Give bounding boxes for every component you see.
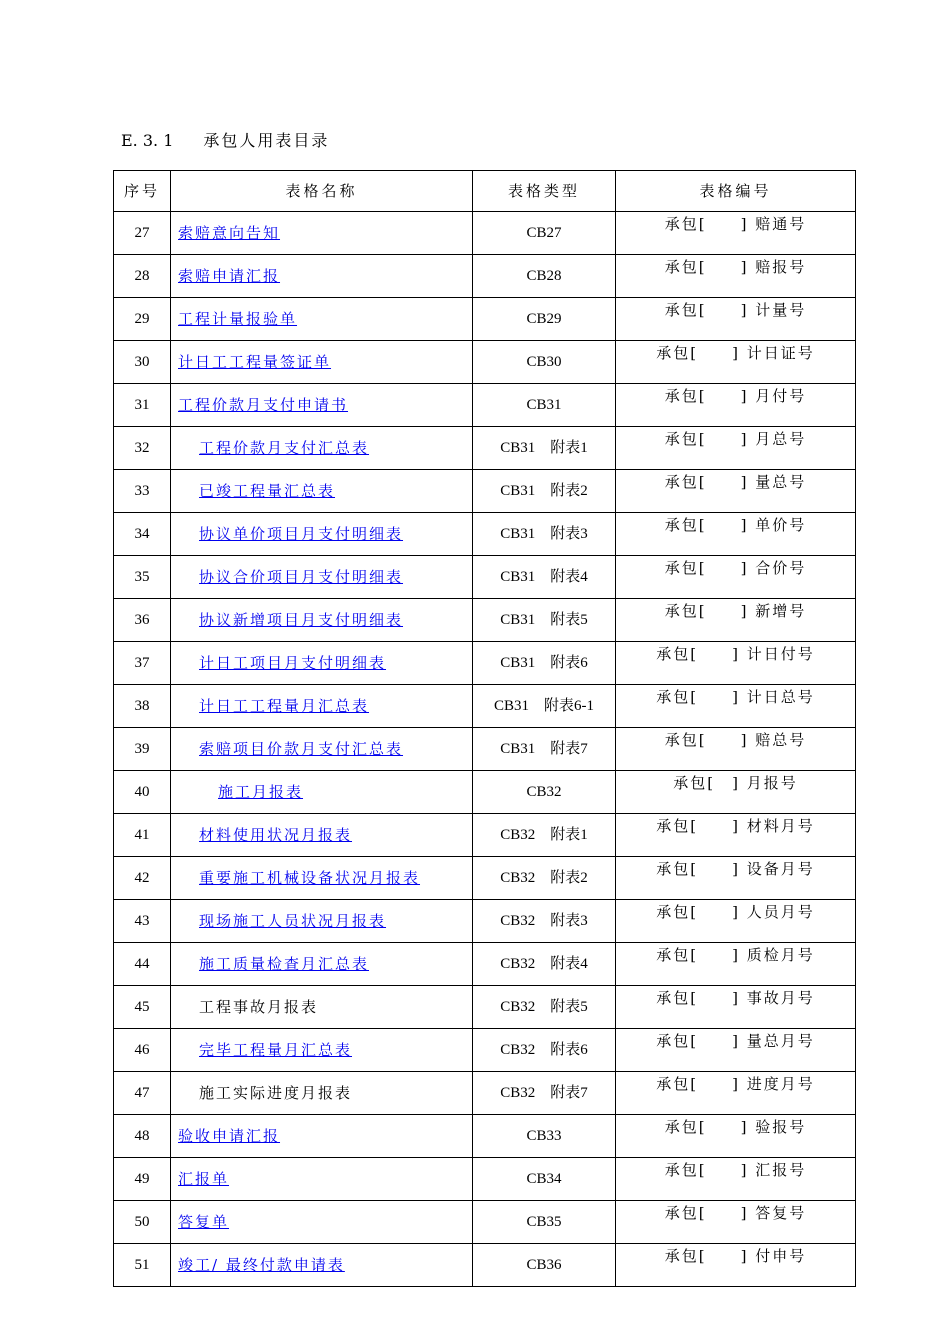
row-number: 43 [114, 899, 171, 942]
form-code-cell [616, 641, 856, 684]
form-name-cell [171, 899, 473, 942]
form-name-link[interactable]: 协议新增项目月支付明细表 [199, 610, 404, 629]
form-type-cell: CB31 附表3 [473, 512, 616, 555]
form-type-cell: CB31 附表6-1 [473, 684, 616, 727]
form-code-text: 承包[ ] 赔通号 [664, 214, 807, 233]
header-form-code: 表格编号 [616, 171, 856, 212]
form-code-text: 承包[ ] 月付号 [664, 386, 807, 405]
table-row [114, 770, 856, 813]
form-code-text: 承包[ ] 事故月号 [656, 988, 815, 1007]
row-number: 29 [114, 297, 171, 340]
table-row [114, 211, 856, 254]
form-name-link[interactable]: 材料使用状况月报表 [199, 825, 353, 844]
form-type-cell: CB35 [473, 1200, 616, 1243]
row-number: 37 [114, 641, 171, 684]
form-type-cell: CB32 附表7 [473, 1071, 616, 1114]
form-code-cell [616, 813, 856, 856]
form-type-cell: CB33 [473, 1114, 616, 1157]
form-name-link[interactable]: 答复单 [178, 1212, 230, 1231]
form-type-cell: CB31 附表7 [473, 727, 616, 770]
form-name-cell [171, 297, 473, 340]
form-code-text: 承包[ ] 新增号 [664, 601, 807, 620]
form-code-text: 承包[ ] 材料月号 [656, 816, 815, 835]
form-code-cell [616, 942, 856, 985]
table-row [114, 512, 856, 555]
table-row [114, 340, 856, 383]
form-code-text: 承包[ ] 月报号 [673, 773, 798, 792]
table-row [114, 1157, 856, 1200]
table-row [114, 899, 856, 942]
form-code-text: 承包[ ] 量总月号 [656, 1031, 815, 1050]
row-number: 35 [114, 555, 171, 598]
row-number: 50 [114, 1200, 171, 1243]
form-name-link[interactable]: 计日工工程量签证单 [178, 352, 332, 371]
row-number: 38 [114, 684, 171, 727]
form-code-cell [616, 469, 856, 512]
form-name-link[interactable]: 计日工工程量月汇总表 [199, 696, 370, 715]
form-name-cell [171, 211, 473, 254]
form-code-cell [616, 1071, 856, 1114]
form-code-cell [616, 1200, 856, 1243]
form-type-cell: CB29 [473, 297, 616, 340]
form-name-link[interactable]: 计日工项目月支付明细表 [199, 653, 387, 672]
form-name-cell [171, 254, 473, 297]
table-row [114, 555, 856, 598]
form-code-text: 承包[ ] 量总号 [664, 472, 807, 491]
form-code-cell [616, 856, 856, 899]
form-code-cell [616, 598, 856, 641]
form-name-cell [171, 512, 473, 555]
form-code-text: 承包[ ] 计日付号 [656, 644, 815, 663]
form-type-cell: CB31 [473, 383, 616, 426]
table-row [114, 383, 856, 426]
table-row [114, 1243, 856, 1286]
form-name-link[interactable]: 验收申请汇报 [178, 1126, 281, 1145]
form-name-link[interactable]: 竣工/ 最终付款申请表 [178, 1255, 345, 1274]
table-header-row [114, 171, 856, 212]
form-code-cell [616, 1157, 856, 1200]
form-name-cell [171, 684, 473, 727]
section-title: 承包人用表目录 [203, 131, 330, 150]
form-name-text: 施工实际进度月报表 [199, 1083, 353, 1102]
form-code-cell [616, 211, 856, 254]
form-name-cell [171, 340, 473, 383]
form-name-link[interactable]: 施工质量检查月汇总表 [199, 954, 370, 973]
form-code-text: 承包[ ] 赔总号 [664, 730, 807, 749]
form-code-text: 承包[ ] 答复号 [664, 1203, 807, 1222]
row-number: 27 [114, 211, 171, 254]
form-name-cell [171, 985, 473, 1028]
row-number: 41 [114, 813, 171, 856]
form-code-text: 承包[ ] 进度月号 [656, 1074, 815, 1093]
form-name-link[interactable]: 协议合价项目月支付明细表 [199, 567, 404, 586]
form-code-cell [616, 684, 856, 727]
table-row [114, 1071, 856, 1114]
form-name-cell [171, 1200, 473, 1243]
form-name-cell [171, 426, 473, 469]
form-name-cell [171, 813, 473, 856]
form-name-cell [171, 555, 473, 598]
form-name-cell [171, 469, 473, 512]
form-name-text: 工程事故月报表 [199, 997, 319, 1016]
row-number: 31 [114, 383, 171, 426]
table-row [114, 1114, 856, 1157]
table-row [114, 1200, 856, 1243]
form-type-cell: CB30 [473, 340, 616, 383]
form-name-link[interactable]: 协议单价项目月支付明细表 [199, 524, 404, 543]
form-name-link[interactable]: 汇报单 [178, 1169, 230, 1188]
form-name-link[interactable]: 索赔意向告知 [178, 223, 281, 242]
form-name-cell [171, 598, 473, 641]
table-row [114, 684, 856, 727]
form-name-link[interactable]: 施工月报表 [218, 782, 304, 801]
form-code-text: 承包[ ] 合价号 [664, 558, 807, 577]
row-number: 34 [114, 512, 171, 555]
table-row [114, 942, 856, 985]
form-code-text: 承包[ ] 月总号 [664, 429, 807, 448]
form-type-cell: CB36 [473, 1243, 616, 1286]
form-name-link[interactable]: 索赔项目价款月支付汇总表 [199, 739, 404, 758]
form-code-text: 承包[ ] 付申号 [664, 1246, 807, 1265]
form-code-text: 承包[ ] 计日证号 [656, 343, 815, 362]
form-name-link[interactable]: 工程价款月支付申请书 [178, 395, 349, 414]
row-number: 33 [114, 469, 171, 512]
form-name-cell [171, 856, 473, 899]
row-number: 30 [114, 340, 171, 383]
form-name-cell [171, 727, 473, 770]
section-heading [121, 128, 329, 151]
header-form-name: 表格名称 [171, 171, 473, 212]
form-type-cell: CB32 附表5 [473, 985, 616, 1028]
form-type-cell: CB28 [473, 254, 616, 297]
header-form-type: 表格类型 [473, 171, 616, 212]
form-code-cell [616, 426, 856, 469]
form-name-link[interactable]: 重要施工机械设备状况月报表 [199, 868, 421, 887]
form-type-cell: CB32 附表2 [473, 856, 616, 899]
form-type-cell: CB32 [473, 770, 616, 813]
form-type-cell: CB32 附表6 [473, 1028, 616, 1071]
form-code-text: 承包[ ] 人员月号 [656, 902, 815, 921]
form-type-cell: CB31 附表4 [473, 555, 616, 598]
form-code-text: 承包[ ] 汇报号 [664, 1160, 807, 1179]
row-number: 36 [114, 598, 171, 641]
form-name-link[interactable]: 完毕工程量月汇总表 [199, 1040, 353, 1059]
form-name-link[interactable]: 工程价款月支付汇总表 [199, 438, 370, 457]
row-number: 45 [114, 985, 171, 1028]
form-code-text: 承包[ ] 计日总号 [656, 687, 815, 706]
form-catalog-table [113, 170, 856, 1287]
form-type-cell: CB31 附表6 [473, 641, 616, 684]
row-number: 44 [114, 942, 171, 985]
row-number: 42 [114, 856, 171, 899]
form-code-cell [616, 899, 856, 942]
row-number: 39 [114, 727, 171, 770]
form-type-cell: CB34 [473, 1157, 616, 1200]
table-row [114, 813, 856, 856]
form-code-cell [616, 383, 856, 426]
form-type-cell: CB32 附表1 [473, 813, 616, 856]
table-row [114, 856, 856, 899]
row-number: 48 [114, 1114, 171, 1157]
form-type-cell: CB31 附表5 [473, 598, 616, 641]
form-name-link[interactable]: 索赔申请汇报 [178, 266, 281, 285]
form-code-cell [616, 1028, 856, 1071]
form-name-cell [171, 770, 473, 813]
form-code-cell [616, 512, 856, 555]
form-name-cell [171, 641, 473, 684]
form-name-link[interactable]: 已竣工程量汇总表 [199, 481, 336, 500]
table-row [114, 426, 856, 469]
row-number: 49 [114, 1157, 171, 1200]
form-name-cell [171, 383, 473, 426]
form-code-cell [616, 555, 856, 598]
form-code-cell [616, 985, 856, 1028]
table-row [114, 598, 856, 641]
form-type-cell: CB27 [473, 211, 616, 254]
row-number: 46 [114, 1028, 171, 1071]
table-row [114, 1028, 856, 1071]
form-type-cell: CB32 附表4 [473, 942, 616, 985]
row-number: 32 [114, 426, 171, 469]
form-code-cell [616, 1243, 856, 1286]
form-code-text: 承包[ ] 质检月号 [656, 945, 815, 964]
row-number: 28 [114, 254, 171, 297]
form-name-link[interactable]: 工程计量报验单 [178, 309, 298, 328]
form-type-cell: CB32 附表3 [473, 899, 616, 942]
form-code-cell [616, 1114, 856, 1157]
header-no: 序号 [114, 171, 171, 212]
table-row [114, 641, 856, 684]
form-type-cell: CB31 附表1 [473, 426, 616, 469]
form-code-text: 承包[ ] 单价号 [664, 515, 807, 534]
table-row [114, 297, 856, 340]
table-row [114, 727, 856, 770]
form-name-link[interactable]: 现场施工人员状况月报表 [199, 911, 387, 930]
row-number: 51 [114, 1243, 171, 1286]
row-number: 47 [114, 1071, 171, 1114]
form-code-cell [616, 770, 856, 813]
row-number: 40 [114, 770, 171, 813]
form-code-text: 承包[ ] 设备月号 [656, 859, 815, 878]
form-name-cell [171, 1114, 473, 1157]
form-type-cell: CB31 附表2 [473, 469, 616, 512]
form-name-cell [171, 1243, 473, 1286]
section-number: E. 3. 1 [121, 131, 174, 150]
form-code-cell [616, 727, 856, 770]
table-row [114, 254, 856, 297]
form-name-cell [171, 1071, 473, 1114]
form-code-cell [616, 254, 856, 297]
form-name-cell [171, 1028, 473, 1071]
form-name-cell [171, 942, 473, 985]
form-code-cell [616, 297, 856, 340]
table-row [114, 469, 856, 512]
form-code-cell [616, 340, 856, 383]
table-row [114, 985, 856, 1028]
form-name-cell [171, 1157, 473, 1200]
form-code-text: 承包[ ] 赔报号 [664, 257, 807, 276]
form-code-text: 承包[ ] 计量号 [664, 300, 807, 319]
form-code-text: 承包[ ] 验报号 [664, 1117, 807, 1136]
